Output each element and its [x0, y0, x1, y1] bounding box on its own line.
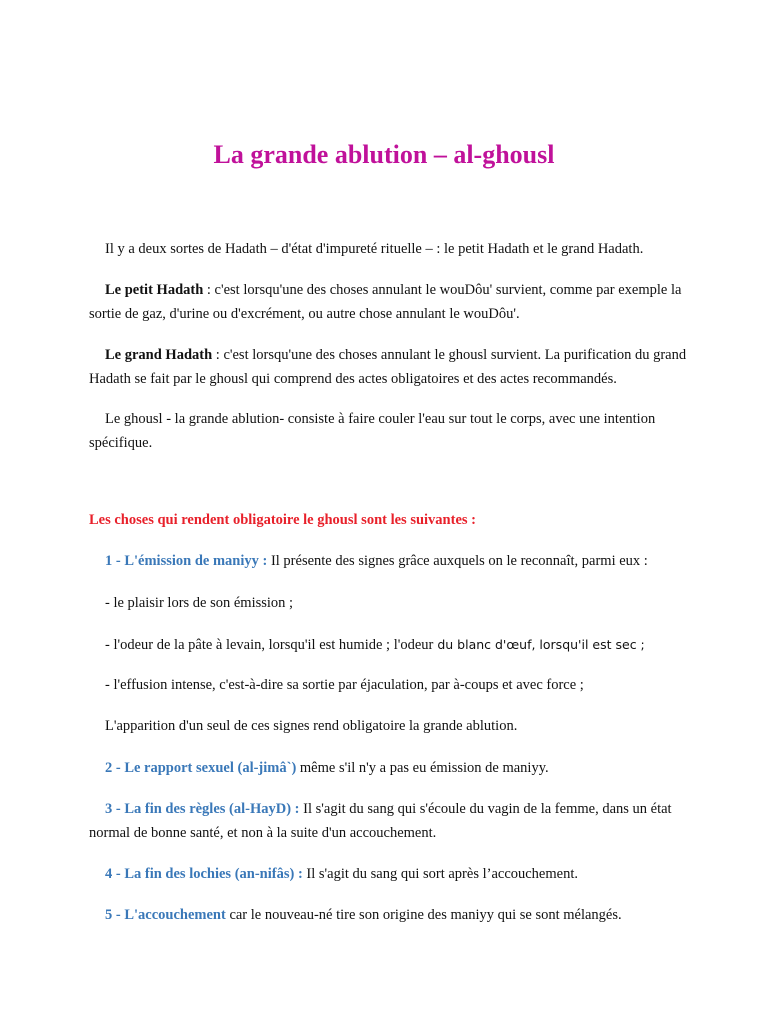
- petit-hadath-paragraph: [89, 279, 691, 326]
- item-text: Il s'agit du sang qui sort après l’accouchement.: [302, 866, 578, 882]
- page-title: La grande ablution – al-ghousl: [213, 140, 555, 169]
- sign-odour-text-a: - l'odeur de la pâte à levain, lorsqu'il est humide ; l'odeur: [105, 637, 434, 653]
- grand-hadath-term: Le grand Hadath: [105, 347, 213, 363]
- petit-hadath-term: Le petit Hadath: [105, 282, 204, 298]
- intro-paragraph: Il y a deux sortes de Hadath – d'état d'impureté rituelle – : le petit Hadath et le grand Hadath.: [105, 241, 644, 257]
- item-label: 2 - Le rapport sexuel (al-jimâ`): [105, 760, 297, 776]
- item-label: 1 - L'émission de maniyy :: [105, 553, 268, 569]
- item-text: Il s'agit du sang qui s'écoule du vagin de la femme, dans un état normal de bonne santé, et non à la suite d'un accouchement.: [89, 801, 672, 841]
- list-item: [89, 863, 691, 887]
- grand-hadath-text: : c'est lorsqu'une des choses annulant le ghousl survient. La purification du grand Hadath se fait par le ghousl qui comprend des actes obligatoires et des actes recommandés.: [89, 347, 687, 387]
- section-heading: Les choses qui rendent obligatoire le ghousl sont les suivantes :: [89, 512, 476, 528]
- list-item: [89, 550, 691, 574]
- list-item: [89, 798, 691, 845]
- item-text: car le nouveau-né tire son origine des maniyy qui se sont mélangés.: [225, 907, 622, 923]
- item-label: 3 - La fin des règles (al-HayD) :: [105, 801, 300, 817]
- item-text: même s'il n'y a pas eu émission de maniyy.: [296, 760, 549, 776]
- list-item: [89, 904, 691, 928]
- item-label: 4 - La fin des lochies (an-nifâs) :: [105, 866, 303, 882]
- list-item: [89, 757, 691, 781]
- sign-pleasure: - le plaisir lors de son émission ;: [105, 595, 294, 611]
- petit-hadath-text: : c'est lorsqu'une des choses annulant le wouDôu' survient, comme par exemple la sortie de gaz, d'urine ou d'excrément, ou autre chose annulant le wouDôu'.: [89, 282, 682, 322]
- ghousl-definition-paragraph: Le ghousl - la grande ablution- consiste à faire couler l'eau sur tout le corps, avec une intention spécifique.: [89, 411, 656, 451]
- sign-effusion: - l'effusion intense, c'est-à-dire sa sortie par éjaculation, par à-coups et avec force ;: [105, 677, 584, 693]
- item-text: Il présente des signes grâce auxquels on le reconnaît, parmi eux :: [267, 553, 648, 569]
- item-label: 5 - L'accouchement: [105, 907, 226, 923]
- signs-conclusion: L'apparition d'un seul de ces signes rend obligatoire la grande ablution.: [105, 718, 518, 734]
- sign-odour: [89, 633, 691, 658]
- sign-odour-text-b: du blanc d'œuf, lorsqu'il est sec ;: [433, 637, 645, 652]
- grand-hadath-paragraph: [89, 344, 691, 391]
